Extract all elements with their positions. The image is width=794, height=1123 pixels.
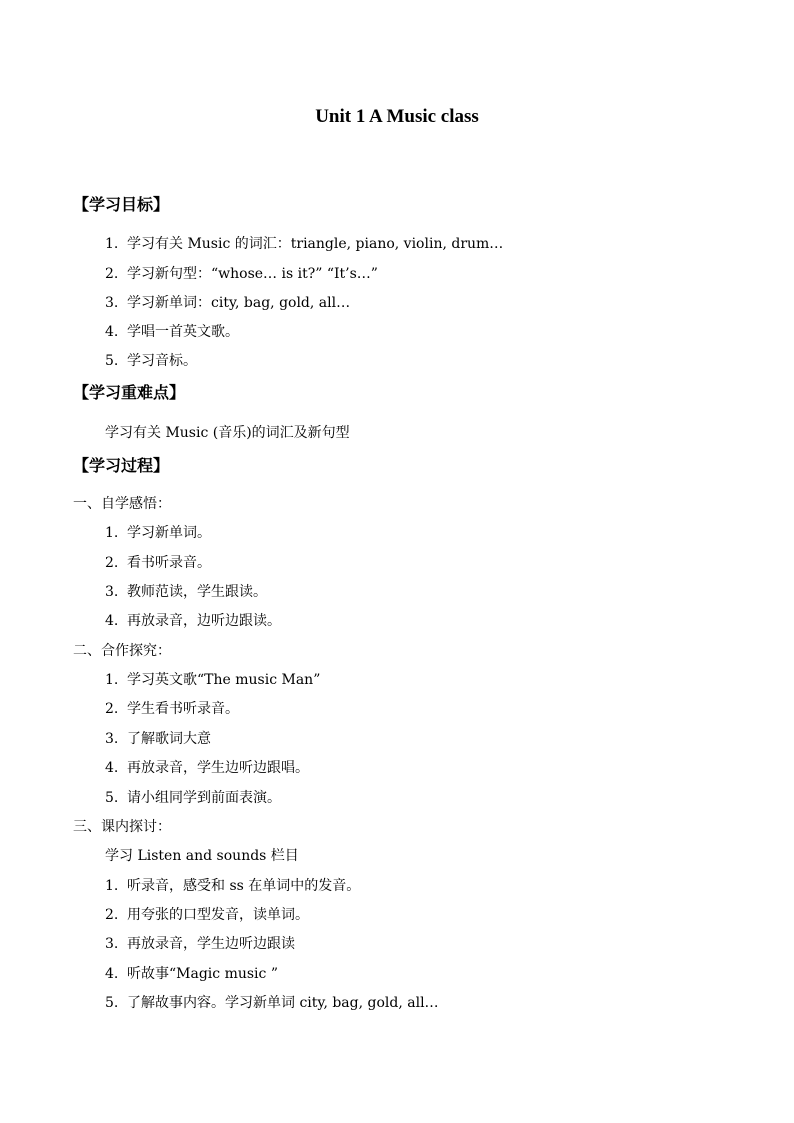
list-item: 3. 再放录音，学生边听边跟读 bbox=[105, 936, 295, 952]
goals-heading: 【学习目标】 bbox=[73, 195, 170, 214]
list-item: 5. 了解故事内容。学习新单词 city, bag, gold, all… bbox=[105, 995, 439, 1011]
list-item: 1. 学习新单词。 bbox=[105, 525, 211, 541]
list-item: 3. 了解歌词大意 bbox=[105, 731, 211, 747]
section-title: 二、合作探究： bbox=[73, 643, 171, 659]
list-item: 5. 请小组同学到前面表演。 bbox=[105, 790, 281, 806]
keypoints-text: 学习有关 Music (音乐)的词汇及新句型 bbox=[105, 425, 350, 441]
list-item: 2. 看书听录音。 bbox=[105, 555, 211, 571]
process-heading: 【学习过程】 bbox=[73, 456, 170, 475]
goal-item: 2. 学习新句型：“whose… is it?” “It’s…” bbox=[105, 266, 378, 282]
section-title: 一、自学感悟： bbox=[73, 496, 171, 512]
list-item: 4. 再放录音，学生边听边跟唱。 bbox=[105, 760, 309, 776]
list-item: 3. 教师范读，学生跟读。 bbox=[105, 584, 267, 600]
keypoints-heading: 【学习重难点】 bbox=[73, 383, 186, 402]
document-title: Unit 1 A Music class bbox=[315, 106, 479, 127]
goal-item: 4. 学唱一首英文歌。 bbox=[105, 324, 239, 340]
section-intro: 学习 Listen and sounds 栏目 bbox=[105, 848, 299, 864]
goal-item: 1. 学习有关 Music 的词汇：triangle, piano, violin, drum… bbox=[105, 236, 504, 252]
section-title: 三、课内探讨： bbox=[73, 819, 171, 835]
list-item: 1. 听录音，感受和 ss 在单词中的发音。 bbox=[105, 878, 361, 894]
list-item: 2. 学生看书听录音。 bbox=[105, 701, 239, 717]
list-item: 4. 再放录音，边听边跟读。 bbox=[105, 613, 281, 629]
goal-item: 3. 学习新单词：city, bag, gold, all… bbox=[105, 295, 351, 311]
list-item: 4. 听故事“Magic music ” bbox=[105, 966, 278, 982]
list-item: 1. 学习英文歌“The music Man” bbox=[105, 672, 321, 688]
goal-item: 5. 学习音标。 bbox=[105, 353, 197, 369]
list-item: 2. 用夸张的口型发音，读单词。 bbox=[105, 907, 309, 923]
